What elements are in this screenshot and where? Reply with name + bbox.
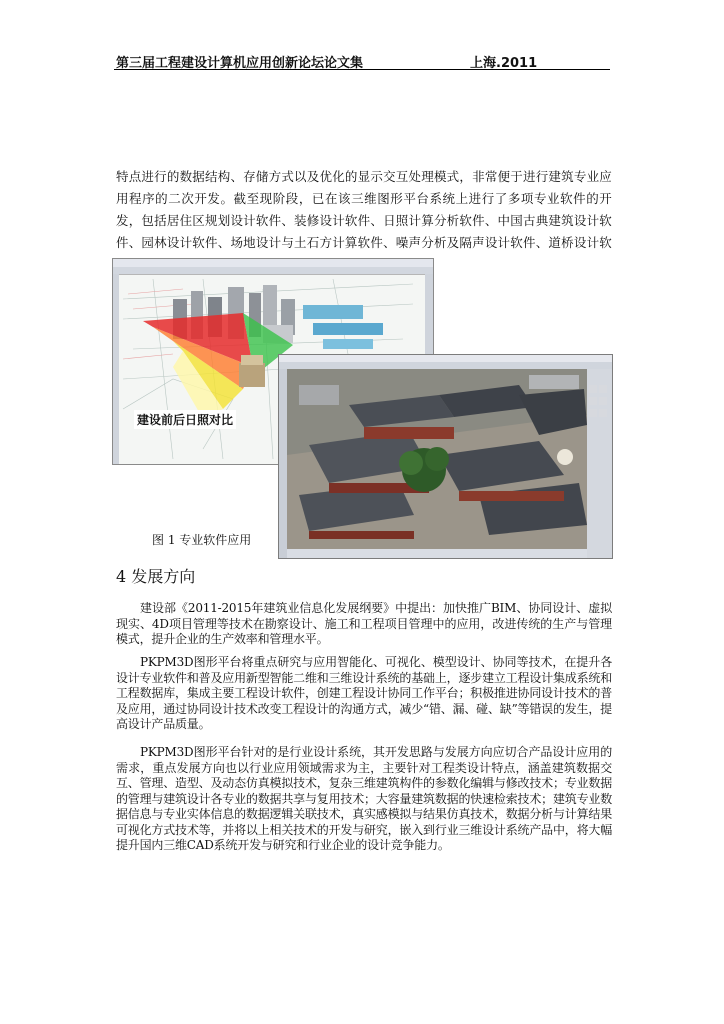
paragraph-2: 建设部《2011-2015年建筑业信息化发展纲要》中提出：加快推广BIM、协同设计、虚拟现实、4D项目管理等技术在勘察设计、施工和工程项目管理中的应用，改进传统的生产与管理模式，提升企业的生产效率和管理水平。	[116, 601, 612, 646]
running-header	[114, 51, 610, 70]
courtyard-render	[279, 355, 612, 558]
section-heading: 4 发展方向	[116, 567, 196, 586]
sunlight-comparison-label: 建设前后日照对比	[134, 410, 236, 429]
header-venue-year: 上海.2011	[470, 56, 538, 71]
figure-caption: 图 1 专业软件应用	[152, 533, 252, 547]
figure-1	[112, 258, 612, 558]
paragraph-3: PKPM3D图形平台将重点研究与应用智能化、可视化、模型设计、协同等技术，在提升各设计专业软件和普及应用新型智能二维和三维设计系统的基础上，逐步建立工程设计集成系统和工程数据库，集成主要工程设计软件，创建工程设计协同工作平台；积极推进协同设计技术的普及应用，通过协同设计技术改变工程设计的沟通方式，减少“错、漏、碰、缺”等错误的发生，提高设计产品质量。	[116, 655, 612, 731]
paragraph-1: 特点进行的数据结构、存储方式以及优化的显示交互处理模式，非常便于进行建筑专业应用程序的二次开发。截至现阶段，已在该三维图形平台系统上进行了多项专业软件的开发，包括居住区规划设计软件、装修设计软件、日照计算分析软件、中国古典建筑设计软件、园林设计软件、场地设计与土石方计算软件、噪声分析及隔声设计软件、道桥设计软	[116, 169, 612, 250]
classical-architecture-screenshot	[278, 354, 613, 559]
paragraph-4: PKPM3D图形平台针对的是行业设计系统，其开发思路与发展方向应切合产品设计应用的需求，重点发展方向也以行业应用领域需求为主，主要针对工程类设计特点，涵盖建筑数据交互、管理、造型、及动态仿真模拟技术，复杂三维建筑构件的参数化编辑与修改技术；专业数据的管理与建筑设计各专业的数据共享与复用技术；大容量建筑数据的快速检索技术；建筑专业数据信息与专业实体信息的数据逻辑关联技术，真实感模拟与结果仿真技术，数据分析与计算结果可视化方式技术等，并将以上相关技术的开发与研究，嵌入到行业三维设计系统产品中，将大幅提升国内三维CAD系统开发与研究和行业企业的设计竞争能力。	[116, 745, 612, 852]
header-proceedings-title: 第三届工程建设计算机应用创新论坛论文集	[116, 56, 364, 71]
